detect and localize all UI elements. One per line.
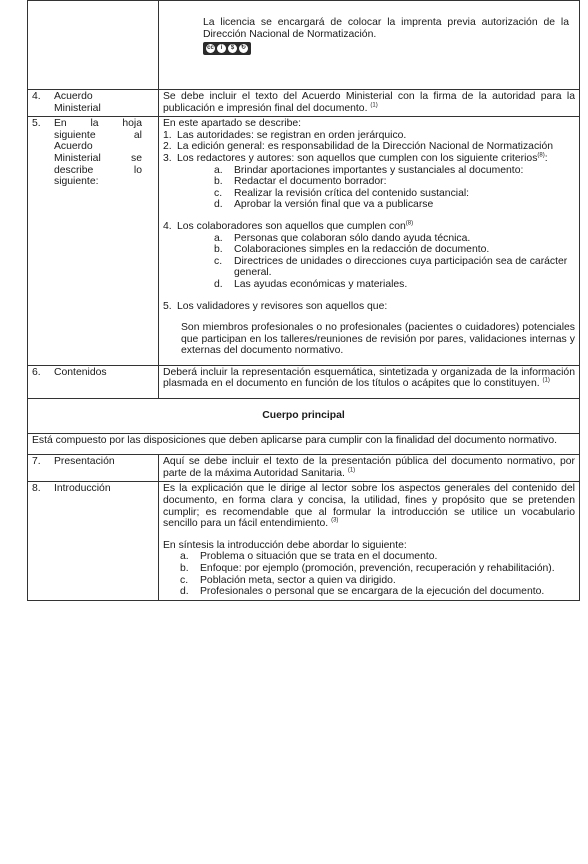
list-marker: b. (180, 563, 189, 574)
row-hoja-siguiente (28, 117, 580, 366)
spacer (177, 312, 575, 322)
list-item-text: La edición general: es responsabilidad de la Dirección Nacional de Normatización (177, 141, 554, 153)
license-cell (159, 1, 580, 90)
sublist-item (180, 551, 575, 563)
row-description (159, 365, 580, 398)
sublist (163, 551, 575, 597)
list-item (163, 221, 575, 291)
row-label-line: En la hoja (54, 118, 142, 130)
row-introduccion (28, 482, 580, 600)
sublist-item-text: Brindar aportaciones importantes y sustanciales al documento: (234, 164, 524, 176)
sublist-item (214, 279, 575, 291)
row-description (159, 90, 580, 117)
sublist-item (214, 199, 575, 211)
sublist-item-text: Colaboraciones simples en la redacción de documento. (234, 244, 490, 256)
spacer (163, 530, 575, 540)
sublist-item (214, 176, 575, 188)
citation: (1) (370, 102, 378, 109)
list-item-text: Los colaboradores son aquellos que cumplen con (177, 220, 406, 232)
row-label: Introducción (54, 483, 111, 495)
row-label-line: Acuerdo (54, 141, 93, 153)
row-label-cell (28, 365, 159, 398)
list-item: 3. Los redactores y autores: son aquellos que cumplen con los siguiente criterios$^{(8)}$: a. Brindar aportaciones importantes y sustanciales al documento: b. Redactar el documento borrador: c. Realizar la revisión crítica del contenido sustancial: d. Aprobar la versión final que va a publicarse (163, 153, 575, 211)
row-description (159, 455, 580, 482)
sublist-item-text: Población meta, sector a quien va dirigido. (200, 574, 396, 586)
list-marker: b. (214, 244, 223, 256)
license-row (28, 1, 580, 90)
empty-cell (28, 1, 159, 90)
list-marker: 4. (163, 220, 172, 232)
row-presentacion (28, 455, 580, 482)
sublist (177, 165, 575, 211)
list-item (163, 141, 575, 153)
row-contenidos (28, 365, 580, 398)
sublist-item (214, 244, 575, 256)
list-marker: d. (180, 586, 189, 598)
citation: (1) (347, 467, 356, 474)
criteria-list (163, 130, 575, 363)
sublist-item-text: Personas que colaboran sólo dando ayuda técnica. (234, 232, 471, 244)
row-number: 5. (32, 118, 41, 130)
list-marker: 3. (163, 152, 172, 164)
sublist-item-text: Aprobar la versión final que va a publicarse (234, 199, 434, 211)
sublist-item-text: Enfoque: por ejemplo (promoción, prevención, recuperación y rehabilitación). (200, 563, 555, 574)
list-item-text: Los redactores y autores: son aquellos que cumplen con los siguiente criterios (177, 152, 538, 164)
sublist-item-text: Realizar la revisión crítica del contenido sustancial: (234, 187, 470, 199)
sublist-item (214, 188, 575, 200)
row-number: 6. (32, 366, 41, 378)
row-label-line: siguiente al (54, 129, 142, 141)
section-title: Cuerpo principal (28, 399, 580, 434)
sublist-item-text: Redactar el documento borrador: (234, 176, 387, 188)
creative-commons-badge-icon: cc i $ ↻ (203, 42, 251, 55)
list-marker: a. (180, 551, 189, 563)
citation: (8) (537, 152, 545, 159)
list-marker: 2. (163, 141, 172, 153)
sublist-item (214, 165, 575, 177)
row-description (159, 482, 580, 600)
sublist-item (214, 256, 575, 279)
list-marker: a. (214, 164, 223, 176)
section-description: Está compuesto por las disposiciones que deben aplicarse para cumplir con la finalidad del documento normativo. (28, 433, 580, 455)
guidelines-table (27, 0, 580, 601)
spacer (163, 291, 575, 301)
sublist-item (180, 586, 575, 598)
list-marker: d. (214, 278, 223, 290)
row-description (159, 117, 580, 366)
row-label-cell (28, 482, 159, 600)
row-label-cell (28, 90, 159, 117)
section-header-row (28, 399, 580, 434)
sublist (177, 233, 575, 291)
validators-detail: Son miembros profesionales o no profesionales (pacientes o cuidadores) potenciales que participan en los talleres/reuniones de revisión por pares, validaciones internas y externas del documento normativo. (181, 322, 575, 357)
citation: (8) (405, 220, 414, 227)
row-label-line: siguiente: (54, 176, 99, 188)
sublist-item-text: Problema o situación que se trata en el documento. (200, 551, 438, 563)
description-text: Es la explicación que le dirige al lector sobre los aspectos generales del contenido del documento, en forma clara y concisa, la utilidad, fines y propósito que se pretenden cumplir; es recomendable que al formular la introducción se utilice un vocabulario sencillo para un fácil entendimiento. (163, 483, 575, 530)
row-label-cell (28, 455, 159, 482)
row-label-cell (28, 117, 159, 366)
list-marker: d. (214, 199, 223, 211)
list-marker: b. (214, 176, 223, 188)
sublist-item-text: Profesionales o personal que se encargara de la ejecución del documento. (200, 586, 545, 598)
row-label: Presentación (54, 456, 115, 468)
list-marker: c. (214, 255, 223, 267)
license-text: La licencia se encargará de colocar la imprenta previa autorización de la Dirección Nacional de Normatización. (203, 17, 569, 40)
list-item-text: Las autoridades: se registran en orden jerárquico. (177, 129, 407, 141)
spacer (163, 211, 575, 221)
row-label: Contenidos (54, 366, 107, 378)
list-marker: a. (214, 232, 223, 244)
section-description-row (28, 433, 580, 455)
list-marker: c. (214, 187, 223, 199)
sublist-item-text: Las ayudas económicas y materiales. (234, 278, 408, 290)
list-marker: 1. (163, 129, 172, 141)
row-label: Acuerdo Ministerial (54, 91, 101, 114)
row-number: 8. (32, 483, 41, 495)
sublist-item (180, 563, 575, 575)
citation: (1) (542, 378, 550, 384)
sublist-item (180, 575, 575, 587)
citation: (3) (331, 517, 339, 524)
sublist-item (214, 233, 575, 245)
document-page (27, 0, 580, 601)
list-item (163, 301, 575, 363)
row-number: 4. (32, 91, 41, 102)
row-label-line: Ministerial se (54, 152, 142, 164)
row-acuerdo-ministerial (28, 90, 580, 117)
row-number: 7. (32, 456, 41, 468)
section-intro: En este apartado se describe: (163, 118, 302, 130)
description-text: Aquí se debe incluir el texto de la presentación pública del documento normativo, por parte de la máxima Autoridad Sanitaria. (163, 456, 575, 479)
sublist-item-text: Directrices de unidades o direcciones cuya participación sea de carácter general. (234, 255, 568, 279)
list-item (163, 130, 575, 142)
summary-intro: En síntesis la introducción debe abordar lo siguiente: (163, 539, 407, 551)
row-label-line: describe lo (54, 164, 142, 176)
description-text: Se debe incluir el texto del Acuerdo Ministerial con la firma de la autoridad para la publicación e impresión final del documento. (163, 91, 575, 114)
list-marker: c. (180, 574, 189, 586)
list-marker: 5. (163, 300, 172, 312)
description-text: Deberá incluir la representación esquemática, sintetizada y organizada de la información plasmada en el documento en función de los títulos o acápites que lo constituyen. (163, 366, 575, 390)
list-item-text: Los validadores y revisores son aquellos que: (177, 300, 388, 312)
